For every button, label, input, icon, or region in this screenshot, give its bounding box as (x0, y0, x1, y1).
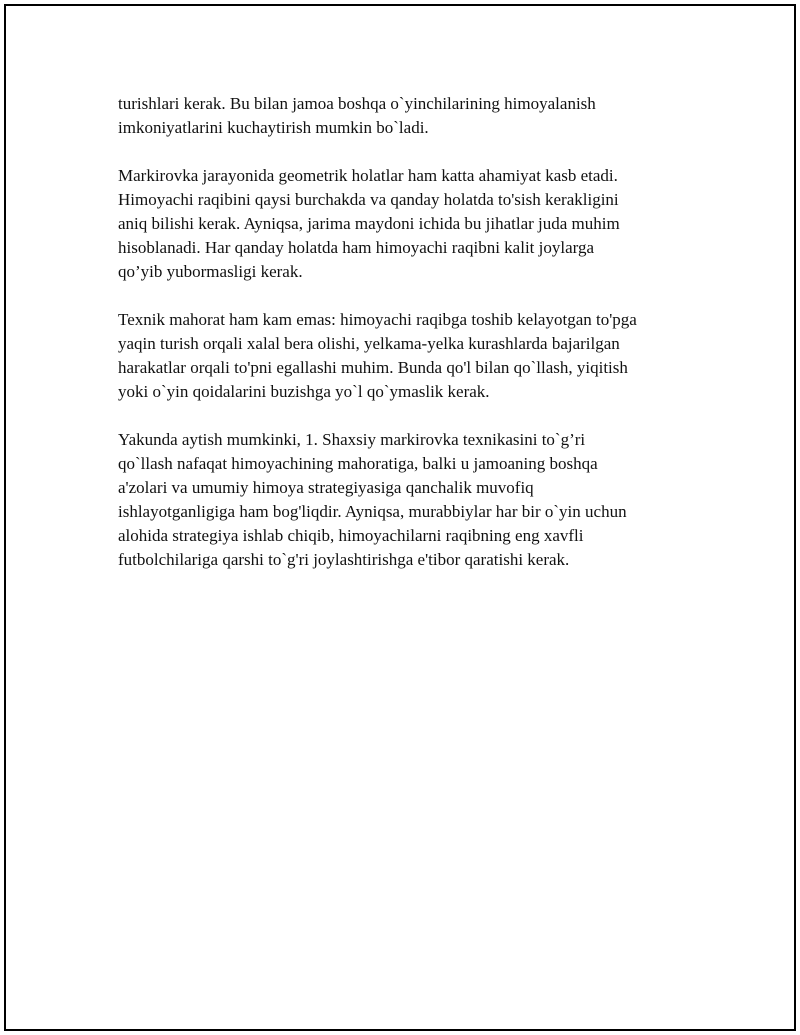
text-line: yaqin turish orqali xalal bera olishi, yelkama-yelka kurashlarda bajarilgan (118, 334, 620, 353)
text-line: Himoyachi raqibini qaysi burchakda va qanday holatda to'sish kerakligini (118, 190, 619, 209)
text-line: qo’yib yubormasligi kerak. (118, 262, 303, 281)
text-line: Markirovka jarayonida geometrik holatlar ham katta ahamiyat kasb etadi. (118, 166, 618, 185)
paragraph-3 (118, 308, 698, 404)
text-line: hisoblanadi. Har qanday holatda ham himoyachi raqibni kalit joylarga (118, 238, 595, 257)
paragraph-1 (118, 92, 698, 140)
text-line: a'zolari va umumiy himoya strategiyasiga qanchalik muvofiq (118, 478, 534, 497)
document-body (118, 92, 698, 596)
text-line: aniq bilishi kerak. Ayniqsa, jarima maydoni ichida bu jihatlar juda muhim (118, 214, 620, 233)
text-line: harakatlar orqali to'pni egallashi muhim. Bunda qo'l bilan qo`llash, yiqitish (118, 358, 628, 377)
text-line: qo`llash nafaqat himoyachining mahoratiga, balki u jamoaning boshqa (118, 454, 598, 473)
text-line: Yakunda aytish mumkinki, 1. Shaxsiy markirovka texnikasini to`g’ri (118, 430, 586, 449)
text-line: imkoniyatlarini kuchaytirish mumkin bo`ladi. (118, 118, 429, 137)
text-line: turishlari kerak. Bu bilan jamoa boshqa o`yinchilarining himoyalanish (118, 94, 596, 113)
text-line: futbolchilariga qarshi to`g'ri joylashtirishga e'tibor qaratishi kerak. (118, 550, 570, 569)
text-line: yoki o`yin qoidalarini buzishga yo`l qo`ymaslik kerak. (118, 382, 490, 401)
text-line: alohida strategiya ishlab chiqib, himoyachilarni raqibning eng xavfli (118, 526, 584, 545)
text-line: ishlayotganligiga ham bog'liqdir. Ayniqsa, murabbiylar har bir o`yin uchun (118, 502, 627, 521)
paragraph-2 (118, 164, 698, 284)
text-line: Texnik mahorat ham kam emas: himoyachi raqibga toshib kelayotgan to'pga (118, 310, 637, 329)
paragraph-4 (118, 428, 698, 572)
